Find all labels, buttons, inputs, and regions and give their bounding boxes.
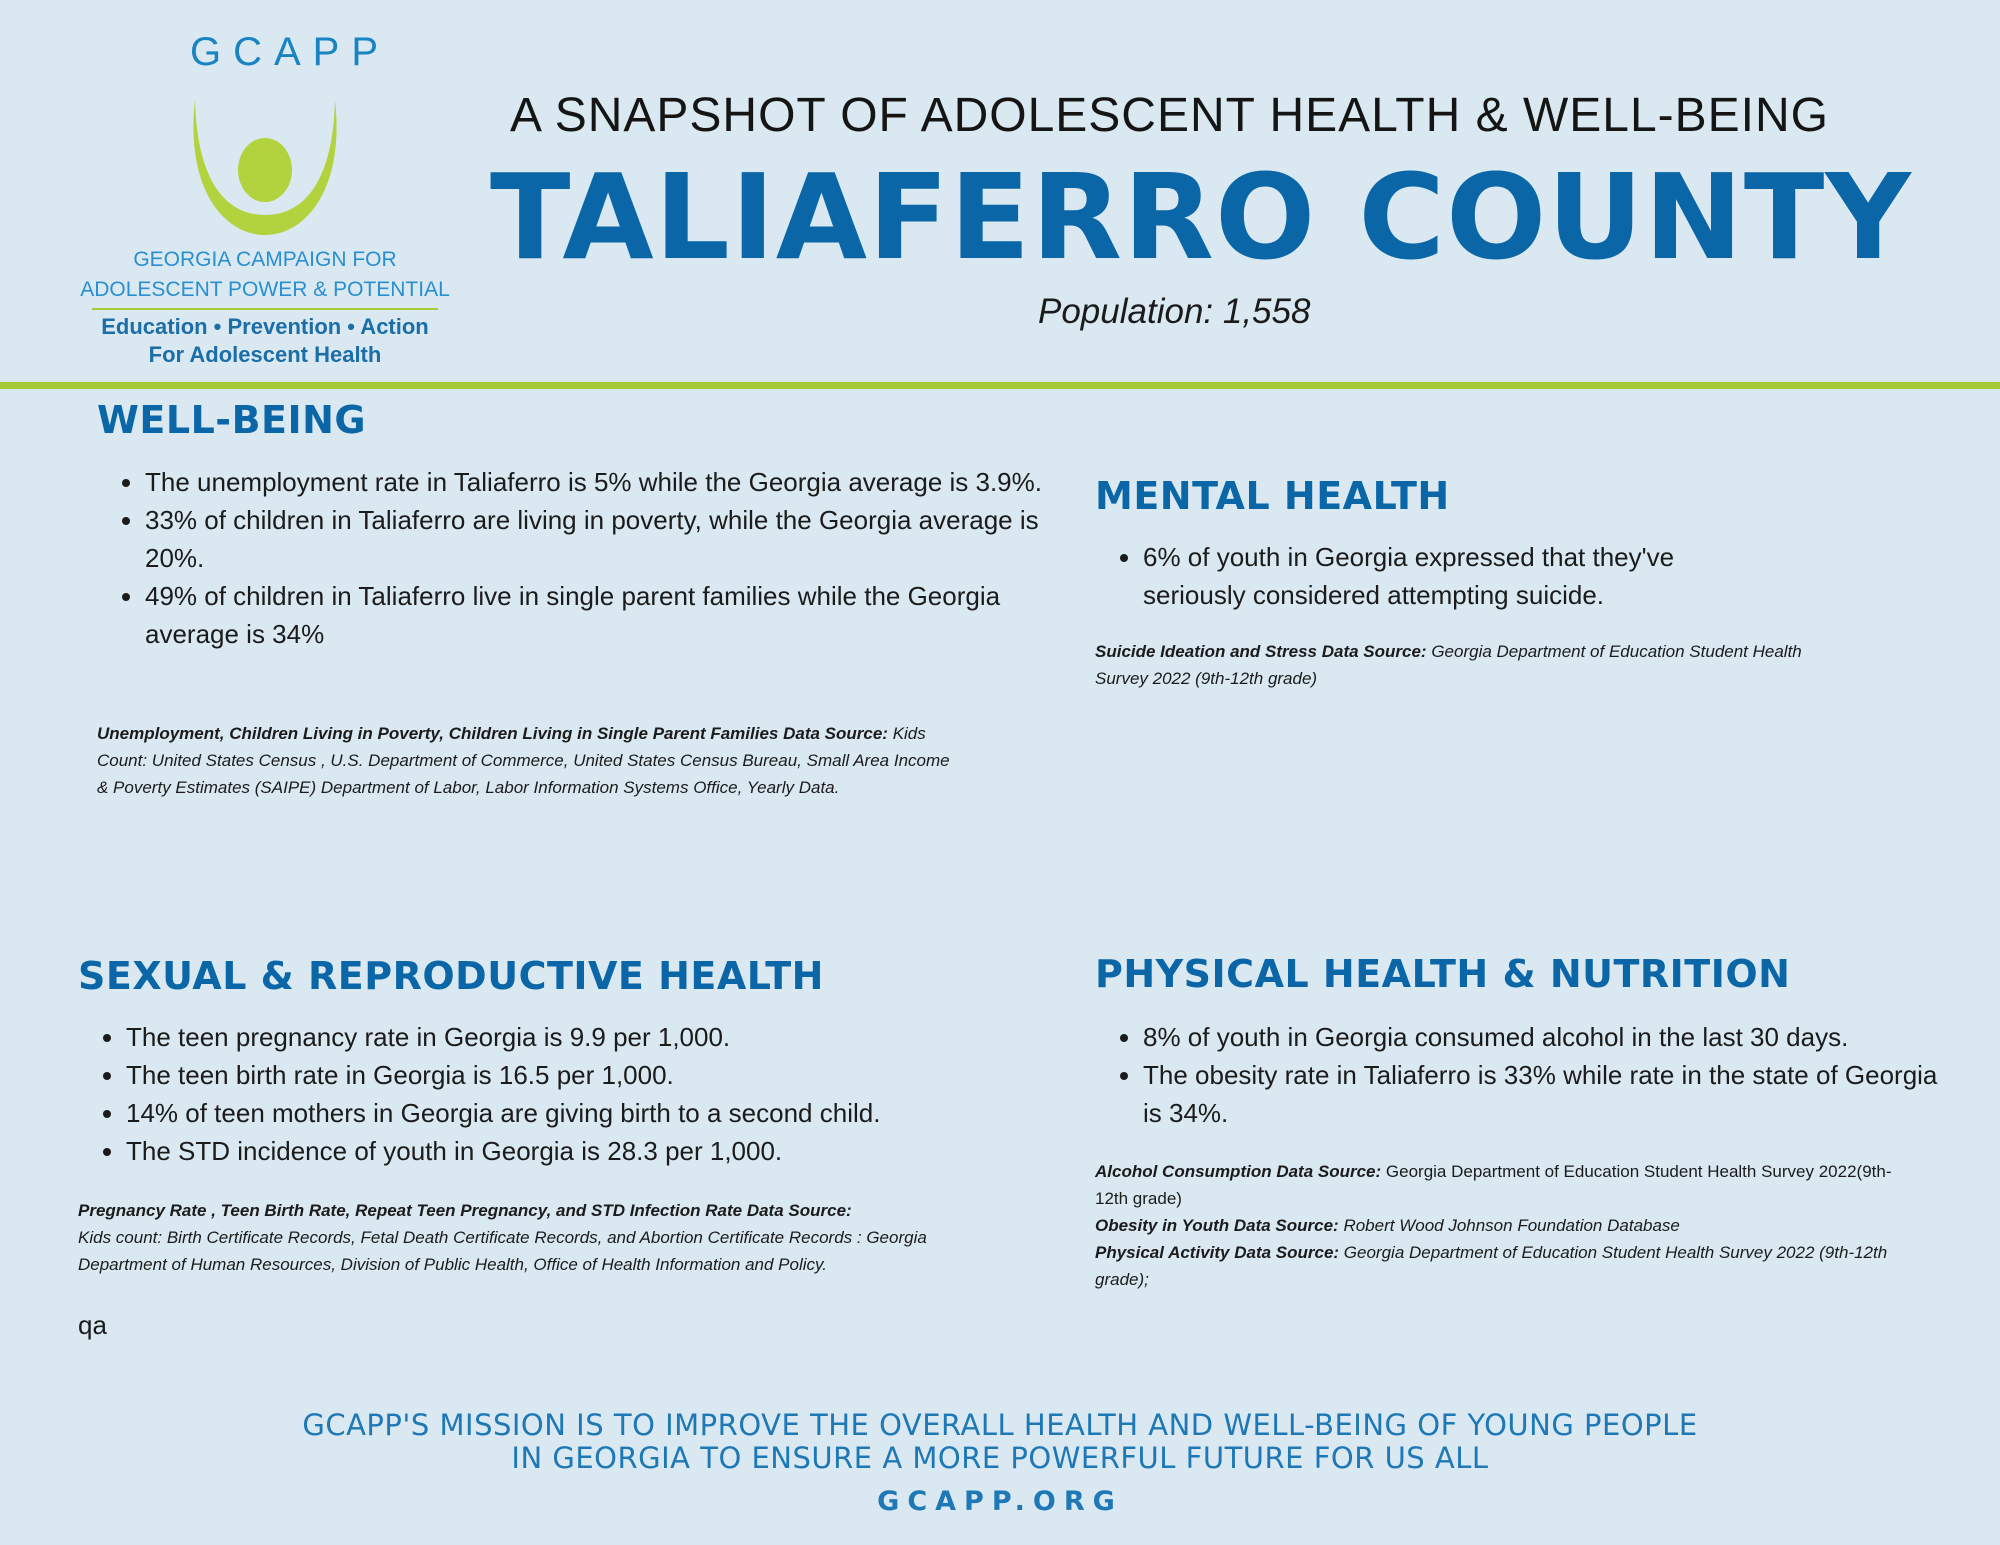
list-item: • The teen birth rate in Georgia is 16.5 per 1,000. xyxy=(126,1056,1046,1094)
list-item: • 6% of youth in Georgia expressed that they've seriously considered attempting suicide. xyxy=(1143,538,1743,614)
mission-line1: GCAPP'S MISSION IS TO IMPROVE THE OVERALL HEALTH AND WELL-BEING OF YOUNG PEOPLE xyxy=(302,1408,1698,1442)
physical-health-title: PHYSICAL HEALTH & NUTRITION xyxy=(1095,952,1791,996)
header-divider xyxy=(0,382,2000,389)
mental-health-list xyxy=(1103,538,1743,614)
figure-logo-icon xyxy=(185,70,345,245)
source-text: Kids Count: United States Census , U.S. Department of Commerce, United States Census Bureau, Small Area Income & Poverty Estimates (SAIPE) Department of Labor, Labor Information Systems Office, Yearly Data. xyxy=(97,724,950,797)
logo-org-line2: ADOLESCENT POWER & POTENTIAL xyxy=(80,278,450,301)
source-label: Suicide Ideation and Stress Data Source: xyxy=(1095,642,1427,661)
physical-health-sources xyxy=(1095,1158,1895,1293)
page-title: TALIAFERRO COUNTY xyxy=(490,148,1912,286)
source-label: Unemployment, Children Living in Poverty, Children Living in Single Parent Families Data Source: xyxy=(97,724,888,743)
stray-text: qa xyxy=(78,1310,107,1340)
source-text: Kids count: Birth Certificate Records, Fetal Death Certificate Records, and Abortion Certificate Records : Georgia Department of Human Resources, Division of Public Health, Office of Health Information and Policy. xyxy=(78,1228,927,1274)
logo-tagline2: For Adolescent Health xyxy=(148,342,382,367)
source-label: Obesity in Youth Data Source: xyxy=(1095,1216,1339,1235)
source-line xyxy=(1095,1158,1895,1212)
source-text: Georgia Department of Education Student Health Survey 2022 (9th-12th grade); xyxy=(1095,1243,1888,1289)
list-item: • The teen pregnancy rate in Georgia is 9.9 per 1,000. xyxy=(126,1018,1046,1056)
list-item: • 8% of youth in Georgia consumed alcohol in the last 30 days. xyxy=(1143,1018,1963,1056)
source-label: Alcohol Consumption Data Source: xyxy=(1095,1162,1382,1181)
wellbeing-list xyxy=(105,463,1045,653)
logo-tagline1: Education • Prevention • Action xyxy=(101,314,429,339)
mental-health-source xyxy=(1095,638,1815,692)
source-text: Robert Wood Johnson Foundation Database xyxy=(1338,1216,1680,1235)
logo-org-line1: GEORGIA CAMPAIGN FOR xyxy=(133,248,397,271)
page-subtitle: A SNAPSHOT OF ADOLESCENT HEALTH & WELL-BEING xyxy=(510,89,1829,142)
source-text: Georgia Department of Education Student Health Survey 2022(9th-12th grade) xyxy=(1095,1162,1892,1208)
sexual-health-title: SEXUAL & REPRODUCTIVE HEALTH xyxy=(78,954,824,998)
source-label: Physical Activity Data Source: xyxy=(1095,1243,1340,1262)
list-item: • The obesity rate in Taliaferro is 33% while rate in the state of Georgia is 34%. xyxy=(1143,1056,1963,1132)
logo-rule xyxy=(92,308,438,310)
list-item: • The unemployment rate in Taliaferro is 5% while the Georgia average is 3.9%. xyxy=(145,463,1045,501)
source-line xyxy=(1095,1239,1895,1293)
logo-wordmark: GCAPP xyxy=(190,30,391,74)
physical-health-list xyxy=(1103,1018,1963,1132)
wellbeing-source xyxy=(97,720,957,801)
gcapp-logo xyxy=(80,30,450,370)
list-item: • The STD incidence of youth in Georgia is 28.3 per 1,000. xyxy=(126,1132,1046,1170)
population: Population: 1,558 xyxy=(1038,292,1311,331)
list-item: • 49% of children in Taliaferro live in single parent families while the Georgia average is 34% xyxy=(145,577,1045,653)
source-line xyxy=(1095,1212,1895,1239)
source-label: Pregnancy Rate , Teen Birth Rate, Repeat Teen Pregnancy, and STD Infection Rate Data Source: xyxy=(78,1201,852,1220)
sexual-health-source xyxy=(78,1197,948,1278)
website-link[interactable]: GCAPP.ORG xyxy=(877,1486,1123,1517)
source-text: Georgia Department of Education Student Health Survey 2022 (9th-12th grade) xyxy=(1095,642,1802,688)
sexual-health-list xyxy=(86,1018,1046,1170)
list-item: • 33% of children in Taliaferro are living in poverty, while the Georgia average is 20%. xyxy=(145,501,1045,577)
mission-line2: IN GEORGIA TO ENSURE A MORE POWERFUL FUTURE FOR US ALL xyxy=(511,1441,1489,1475)
mental-health-title: MENTAL HEALTH xyxy=(1095,474,1450,518)
wellbeing-title: WELL-BEING xyxy=(97,398,367,442)
list-item: • 14% of teen mothers in Georgia are giving birth to a second child. xyxy=(126,1094,1046,1132)
